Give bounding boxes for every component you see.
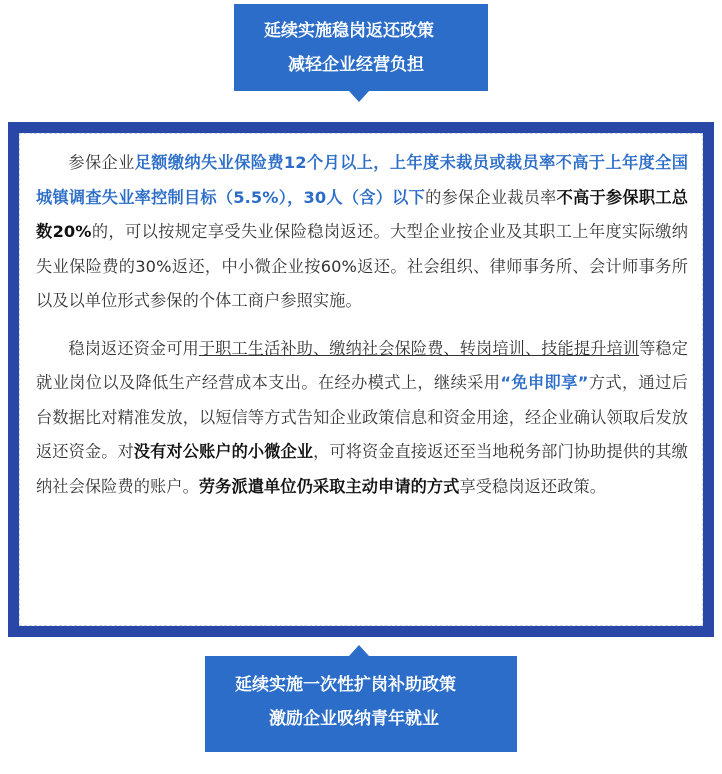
p1-text-2: 的参保企业裁员率 [425, 187, 557, 207]
p2-text-1: 稳岗返还资金可用 [68, 338, 199, 358]
p2-underline-uses: 于职工生活补助、缴纳社会保险费、转岗培训、技能提升培训 [198, 338, 640, 358]
bottom-banner-line2: 激励企业吸纳青年就业 [269, 709, 439, 729]
bottom-banner-line1: 延续实施一次性扩岗补助政策 [235, 675, 456, 695]
policy-paragraph-2 [36, 332, 688, 505]
p2-highlight-mode: “免申即享” [500, 373, 589, 392]
top-banner-line2: 减轻企业经营负担 [288, 55, 424, 75]
p1-highlight-eligibility: 足额缴纳失业保险费12个月以上，上年度未裁员或裁员率不高于上年度全国城镇调查失业率控制目标（5.5%），30人（含）以下 [36, 153, 688, 207]
policy-paragraph-1 [36, 146, 688, 319]
p2-text-5: 享受稳岗返还政策。 [459, 476, 607, 496]
p2-emphasis-dispatch: 劳务派遣单位仍采取主动申请的方式 [198, 476, 460, 496]
p1-emphasis-layoff-rate: 不高于参保职工总数20% [36, 187, 688, 241]
policy-content-body [19, 133, 703, 626]
p2-text-4: ，可将资金直接返还至当地税务部门协助提供的其缴纳社会保险费的账户。 [36, 442, 688, 496]
p2-emphasis-small-firms: 没有对公账户的小微企业 [133, 442, 314, 461]
arrow-up-icon [349, 645, 369, 656]
p1-text-1: 参保企业 [68, 153, 135, 172]
p2-text-2: 等稳定就业岗位以及降低生产经营成本支出。在经办模式上，继续采用 [36, 338, 688, 392]
policy-content-frame [8, 122, 714, 637]
top-banner-line1: 延续实施稳岗返还政策 [264, 21, 434, 41]
p1-text-3: 的，可以按规定享受失业保险稳岗返还。大型企业按企业及其职工上年度实际缴纳失业保险费的30%返还，中小微企业按60%返还。社会组织、律师事务所、会计师事务所以及以单位形式参保的个体工商户参照实施。 [36, 222, 688, 310]
top-section-banner [234, 4, 488, 91]
bottom-section-banner [205, 656, 517, 752]
p2-text-3: 方式，通过后台数据比对精准发放，以短信等方式告知企业政策信息和资金用途，经企业确认领取后发放返还资金。对 [36, 373, 688, 461]
arrow-down-icon [349, 91, 369, 102]
